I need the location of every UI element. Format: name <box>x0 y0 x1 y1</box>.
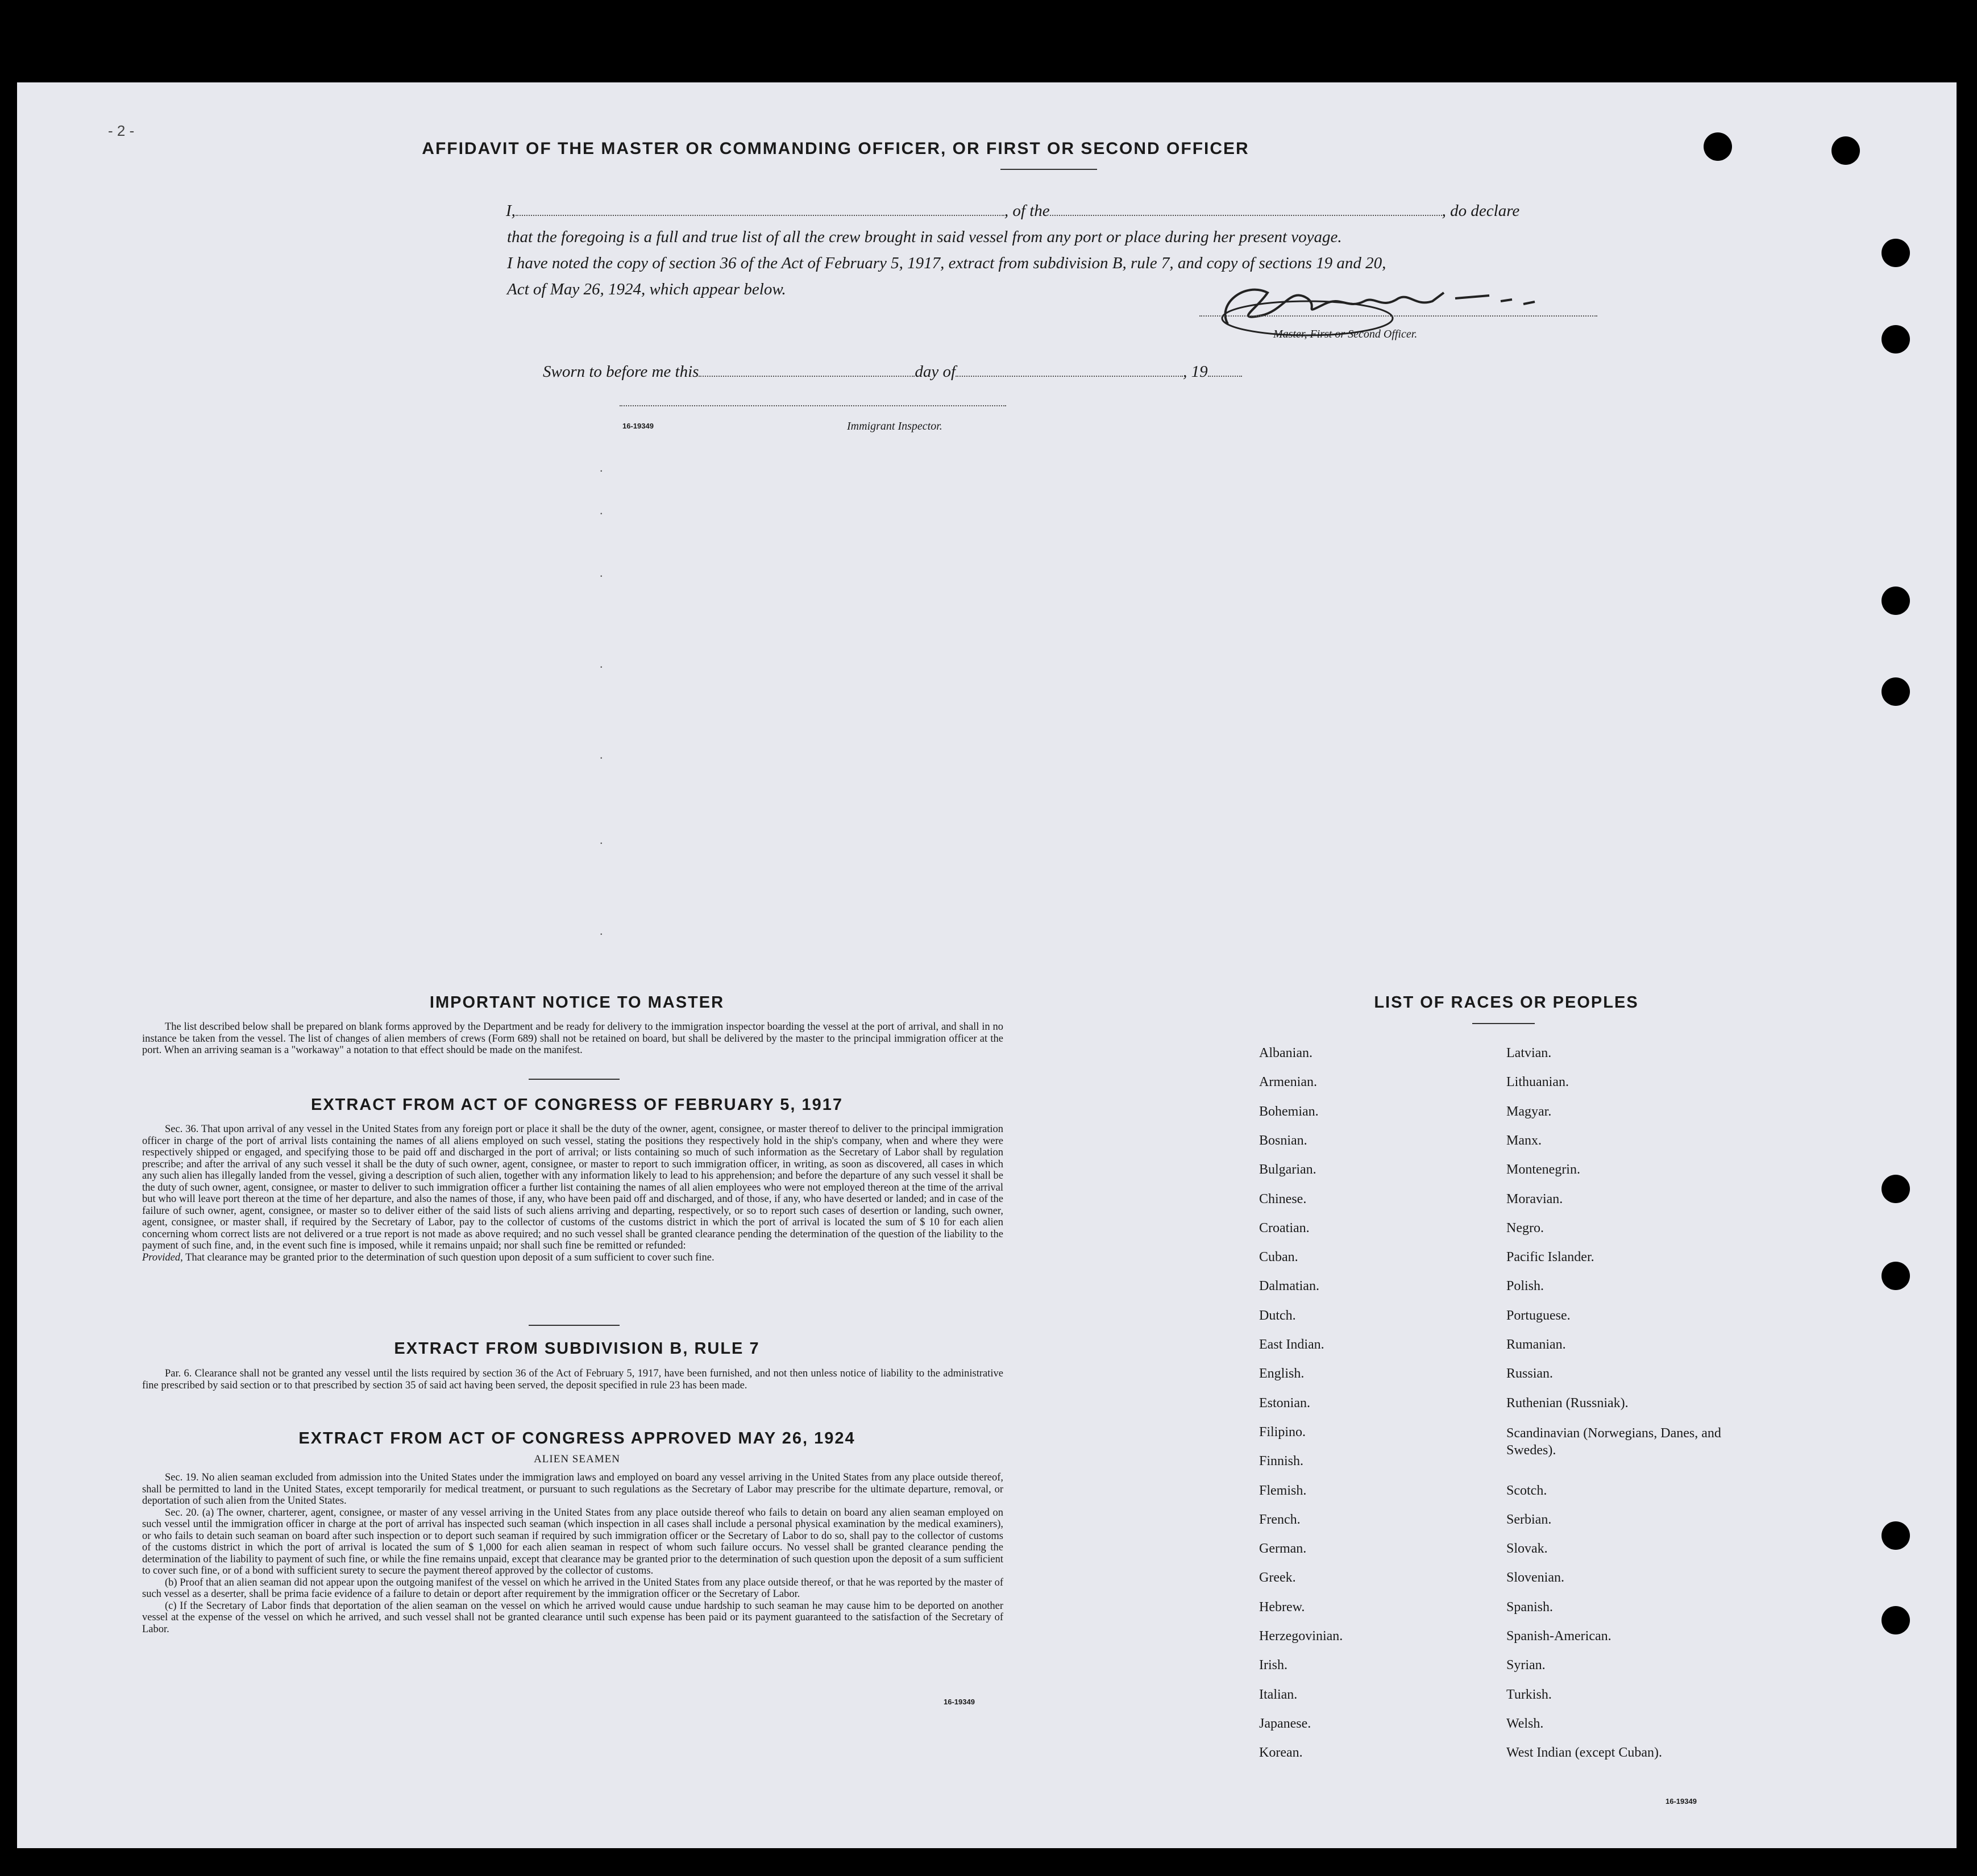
signature-caption: Master, First or Second Officer. <box>1273 328 1418 340</box>
races-form-number: 16-19349 <box>1666 1797 1697 1806</box>
race-item: Irish. <box>1259 1658 1287 1673</box>
race-item: Scotch. <box>1506 1483 1547 1498</box>
separator-rule <box>529 1079 620 1080</box>
race-item: Korean. <box>1259 1745 1303 1761</box>
name-blank[interactable] <box>516 202 1004 216</box>
races-underline <box>1472 1023 1535 1024</box>
race-item: Montenegrin. <box>1506 1162 1580 1178</box>
extract-1917-title: EXTRACT FROM ACT OF CONGRESS OF FEBRUARY 5, 1917 <box>310 1096 844 1114</box>
title-underline <box>1000 169 1097 170</box>
race-item: West Indian (except Cuban). <box>1506 1745 1662 1761</box>
sworn-line: Sworn to before me this day of , 19 <box>543 358 1242 385</box>
race-item: Latvian. <box>1506 1046 1552 1060</box>
punch-hole <box>1882 239 1910 267</box>
column-dot: . <box>600 503 603 517</box>
race-item: Albanian. <box>1259 1046 1313 1060</box>
column-dot: . <box>600 565 603 580</box>
extract-rule7-title: EXTRACT FROM SUBDIVISION B, RULE 7 <box>394 1340 760 1358</box>
extract-1924-title: EXTRACT FROM ACT OF CONGRESS APPROVED MAY 26, 1924 <box>298 1429 855 1447</box>
sworn-day-blank[interactable] <box>699 363 915 377</box>
race-item: Cuban. <box>1259 1250 1298 1265</box>
page-corner-mark: - 2 - <box>108 122 135 139</box>
race-item: Italian. <box>1259 1687 1298 1702</box>
races-title: LIST OF RACES OR PEOPLES <box>1374 993 1639 1012</box>
extract-1924-text: Sec. 19. No alien seaman excluded from admission into the United States under the immigration laws and employed on board any vessel arriving in the United States from any place outside thereof, shall be permitted to land in the United States, except temporarily for medical treatment, or pursuant to such regulations as the Secretary of Labor may prescribe for the ultimate departure, removal, or deportation of such alien from the United States. Sec. 20. (a) The owner, charterer, agent, consignee, or master of any vessel arriving in the United States from any place outside thereof who fails to detain on board any alien seaman employed on such vessel until the immigration officer in charge at the port of arrival has inspected such seaman (which inspection in all cases shall include a personal physical examination by the medical examiners), or who fails to detain such seaman on board after such inspection or to deport such seaman if required by such immigration officer or the Secretary of Labor to do so, shall pay to the collector of customs of the customs district in which the port of arrival is located the sum of $ 1,000 for each alien seaman in respect of whom such failure occurs. No vessel shall be granted clearance pending the determination of the liability to payment of such fine, or while the fine remains unpaid, except that clearance may be granted prior to the determination of such question upon the deposit of a sum sufficient to cover such fine, or of a bond with sufficient surety to secure the payment thereof approved by the collector of customs. (b) Proof that an alien seaman did not appear upon the outgoing manifest of the vessel on which he arrived in the United States from any place outside thereof, or that he was reported by the master of such vessel as a deserter, shall be prima facie evidence of a failure to detain or deport after requirement by the immigration officer or the Secretary of Labor. (c) If the Secretary of Labor finds that deportation of the alien seaman on the vessel on which he arrived would cause undue hardship to such seaman he may cause him to be deported on another vessel at the expense of the vessel on which he arrived, and such vessel shall not be granted clearance until such expense has been paid or its payment guaranteed to the satisfaction of the Secretary of Labor. <box>142 1472 1003 1635</box>
race-item: Moravian. <box>1506 1191 1563 1207</box>
extract-form-number: 16-19349 <box>944 1698 975 1706</box>
race-item: Welsh. <box>1506 1716 1544 1731</box>
race-item: Slovenian. <box>1506 1570 1564 1586</box>
race-item: Filipino. <box>1259 1424 1306 1440</box>
race-item: Croatian. <box>1259 1220 1310 1236</box>
race-item: Negro. <box>1506 1220 1544 1236</box>
extract-1917-text: Sec. 36. That upon arrival of any vessel in the United States from any foreign port or place it shall be the duty of the owner, agent, consignee, or master thereof to deliver to the principal immigration officer in charge of the port of arrival lists containing the names of all aliens employed on such vessel, stating the positions they respectively hold in the ship's company, when and where they were respectively shipped or engaged, and specifying those to be paid off and discharged in the port of arrival; or lists containing so much of such information as the Secretary of Labor shall by regulation prescribe; and after the arrival of any such vessel it shall be the duty of such owner, agent, consignee, or master to report to such immigration officer, in writing, as soon as discovered, all cases in which any such alien has illegally landed from the vessel, giving a description of such alien, together with any information likely to lead to his apprehension; and before the departure of any such vessel it shall be the duty of such owner, agent, consignee, or master to deliver to such immigration officer a further list containing the names of all alien employees who were not employed thereon at the time of the arrival but who will leave port thereon at the time of her departure, and also the names of those, if any, who have been paid off and discharged, and of those, if any, who have deserted or landed; and in case of the failure of such owner, agent, consignee, or master so to deliver either of the said lists of such aliens arriving and departing, respectively, or so to report such cases of desertion or landing, such owner, agent, consignee, or master shall, if required by the Secretary of Labor, pay to the collector of customs of the customs district in which the port of arrival is located the sum of $ 10 for each alien concerning whom correct lists are not delivered or a true report is not made as above required; and no such vessel shall be granted clearance pending the determination of the question of the liability to the payment of such fine, and, in the event such fine is imposed, while it remains unpaid; nor shall such fine be remitted or refunded: Provided, That clearance may be granted prior to the determination of such question upon deposit of a sum sufficient to cover such fine. <box>142 1124 1003 1263</box>
punch-hole <box>1882 1262 1910 1290</box>
race-item: Russian. <box>1506 1366 1554 1382</box>
race-item: Serbian. <box>1506 1512 1552 1527</box>
race-item: Greek. <box>1259 1570 1296 1586</box>
race-item: Finnish. <box>1259 1454 1304 1469</box>
inspector-caption: Immigrant Inspector. <box>847 420 942 432</box>
inspector-line[interactable] <box>620 405 1006 406</box>
column-dot: . <box>600 656 603 671</box>
race-item: Estonian. <box>1259 1395 1310 1411</box>
race-item: Ruthenian (Russniak). <box>1506 1395 1629 1411</box>
race-item: Bosnian. <box>1259 1133 1307 1148</box>
sworn-month-blank[interactable] <box>956 363 1183 377</box>
affidavit-line-4: Act of May 26, 1924, which appear below. <box>507 280 786 298</box>
race-item: East Indian. <box>1259 1337 1324 1352</box>
race-item: Armenian. <box>1259 1075 1317 1090</box>
column-dot: . <box>600 460 603 475</box>
notice-text: The list described below shall be prepared on blank forms approved by the Department and be ready for delivery to the immigration inspector boarding the vessel at the port of arrival, and shall in no instance be taken from the vessel. The list of changes of alien members of crews (Form 689) shall not be retained on board, but shall be delivered by the master to the principal immigration officer at the port. When an arriving seaman is a "workaway" a notation to that effect should be made on the manifest. <box>142 1021 1003 1056</box>
race-item: Syrian. <box>1506 1658 1546 1673</box>
race-item: Scandinavian (Norwegians, Danes, and Swedes). <box>1506 1425 1721 1458</box>
punch-hole <box>1882 325 1910 353</box>
punch-hole <box>1882 1521 1910 1550</box>
race-item: Bohemian. <box>1259 1104 1319 1119</box>
affidavit-line-3: I have noted the copy of section 36 of the Act of February 5, 1917, extract from subdivision B, rule 7, and copy of sections 19 and 20, <box>507 254 1386 272</box>
column-dot: . <box>600 833 603 847</box>
notice-title: IMPORTANT NOTICE TO MASTER <box>429 993 725 1012</box>
punch-hole <box>1704 132 1732 161</box>
column-dot: . <box>600 747 603 762</box>
race-item: Hebrew. <box>1259 1599 1305 1615</box>
race-item: Magyar. <box>1506 1104 1552 1119</box>
race-item: German. <box>1259 1541 1307 1557</box>
punch-hole <box>1882 1606 1910 1634</box>
punch-hole <box>1882 586 1910 615</box>
affidavit-title: AFFIDAVIT OF THE MASTER OR COMMANDING OFFICER, OR FIRST OR SECOND OFFICER <box>422 139 1249 158</box>
race-item: Spanish-American. <box>1506 1629 1611 1644</box>
race-item: Dutch. <box>1259 1308 1296 1323</box>
race-item: Portuguese. <box>1506 1308 1571 1323</box>
race-item: Turkish. <box>1506 1687 1552 1702</box>
signature-line[interactable] <box>1199 315 1597 317</box>
affidavit-form-number: 16-19349 <box>622 422 654 430</box>
race-item: Dalmatian. <box>1259 1279 1319 1294</box>
race-item: Slovak. <box>1506 1541 1548 1557</box>
document-page <box>17 82 1957 1848</box>
race-item: Manx. <box>1506 1133 1542 1148</box>
race-item: Polish. <box>1506 1279 1544 1294</box>
race-item: Chinese. <box>1259 1191 1307 1207</box>
column-dot: . <box>600 924 603 938</box>
race-item: French. <box>1259 1512 1301 1527</box>
separator-rule <box>529 1325 620 1326</box>
punch-hole <box>1882 1175 1910 1203</box>
race-item: Lithuanian. <box>1506 1075 1569 1090</box>
race-item: Flemish. <box>1259 1483 1307 1498</box>
punch-hole <box>1882 677 1910 706</box>
race-item: Herzegovinian. <box>1259 1629 1343 1644</box>
race-item: Pacific Islander. <box>1506 1250 1594 1265</box>
race-item: Bulgarian. <box>1259 1162 1316 1178</box>
affidavit-line-1: I, , of the , do declare <box>506 202 1520 220</box>
race-item: English. <box>1259 1366 1305 1382</box>
extract-1924-subtitle: ALIEN SEAMEN <box>534 1453 620 1465</box>
affidavit-line-2: that the foregoing is a full and true list of all the crew brought in said vessel from any port or place during her present voyage. <box>507 228 1342 246</box>
sworn-year-blank[interactable] <box>1208 363 1242 377</box>
vessel-blank[interactable] <box>1050 202 1442 216</box>
race-item: Spanish. <box>1506 1599 1554 1615</box>
extract-rule7-text: Par. 6. Clearance shall not be granted any vessel until the lists required by section 36 of the Act of February 5, 1917, have been furnished, and not then unless notice of liability to the administrative fine prescribed by said section or to that prescribed by section 35 of said act having been served, the deposit specified in rule 23 has been made. <box>142 1368 1003 1391</box>
punch-hole <box>1831 136 1860 165</box>
race-item: Rumanian. <box>1506 1337 1566 1352</box>
race-item: Japanese. <box>1259 1716 1311 1731</box>
